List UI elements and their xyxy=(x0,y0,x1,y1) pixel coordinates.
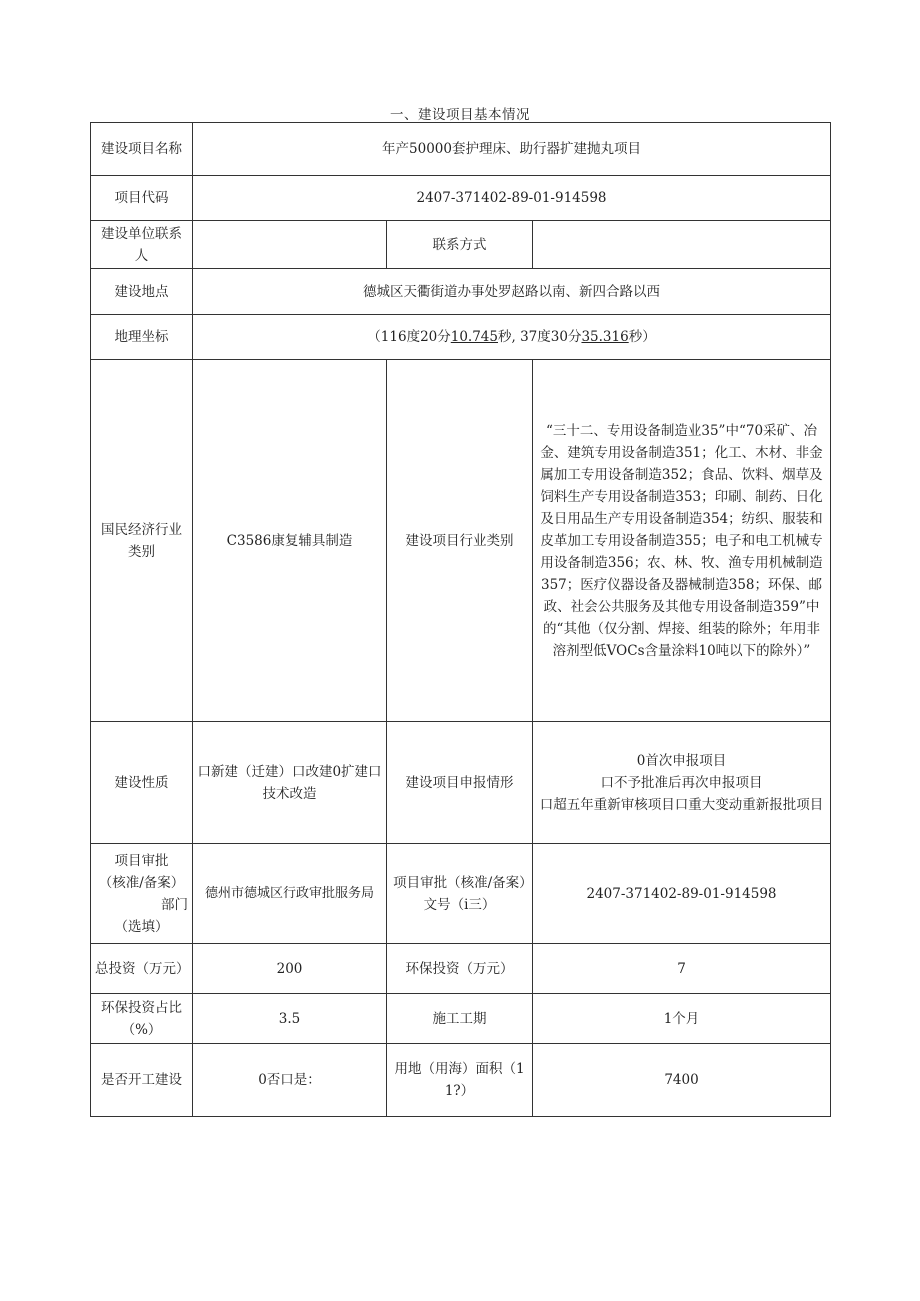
total-investment-label: 总投资（万元） xyxy=(91,944,193,994)
longitude-seconds: 10.745 xyxy=(450,329,498,345)
total-investment-value: 200 xyxy=(193,944,387,994)
env-ratio-label: 环保投资占比（%） xyxy=(91,994,193,1044)
row-coords xyxy=(91,315,831,360)
project-code-label: 项目代码 xyxy=(91,176,193,221)
approval-doc-label: 项目审批（核准/备案）文号（i三） xyxy=(387,844,533,944)
env-investment-value: 7 xyxy=(533,944,831,994)
approval-dept-label xyxy=(91,844,193,944)
construction-period-label: 施工工期 xyxy=(387,994,533,1044)
row-nature xyxy=(91,722,831,844)
started-label: 是否开工建设 xyxy=(91,1044,193,1117)
approval-doc-value: 2407-371402-89-01-914598 xyxy=(533,844,831,944)
row-contact xyxy=(91,221,831,269)
contact-method-value xyxy=(533,221,831,269)
row-started xyxy=(91,1044,831,1117)
contact-method-label: 联系方式 xyxy=(387,221,533,269)
approval-label-line-2: （核准/备案） xyxy=(98,874,185,891)
row-industry xyxy=(91,360,831,722)
row-approval xyxy=(91,844,831,944)
report-situation-value xyxy=(533,722,831,844)
land-area-label: 用地（用海）面积（11?） xyxy=(387,1044,533,1117)
report-option-resubmit: 口不予批准后再次申报项目 xyxy=(600,774,763,791)
nature-label: 建设性质 xyxy=(91,722,193,844)
construction-period-value: 1个月 xyxy=(533,994,831,1044)
report-option-review: 口超五年重新审核项目口重大变动重新报批项目 xyxy=(539,796,824,813)
approval-label-line-3: 部门 xyxy=(161,896,188,913)
contact-person-label: 建设单位联系人 xyxy=(91,221,193,269)
latitude-seconds: 35.316 xyxy=(581,329,629,345)
industry-value: C3586康复辅具制造 xyxy=(193,360,387,722)
approval-label-line-1: 项目审批 xyxy=(114,852,169,869)
row-project-name xyxy=(91,123,831,176)
row-project-code xyxy=(91,176,831,221)
report-option-first: 0首次申报项目 xyxy=(636,752,727,769)
industry-type-value: “三十二、专用设备制造业35”中“70采矿、冶金、建筑专用设备制造351；化工、木材、非金属加工专用设备制造352；食品、饮料、烟草及饲料生产专用设备制造353；印刷、制药、日化及日用品生产专用设备制造354；纺织、服装和皮革加工专用设备制造355；电子和电工机械专用设备制造356；农、林、牧、渔专用机械制造357；医疗仪器设备及器械制造358；环保、邮政、社会公共服务及其他专用设备制造359”中的“其他（仅分割、焊接、组装的除外；年用非溶剂型低VOCs含量涂料10吨以下的除外）” xyxy=(533,360,831,722)
project-code-value: 2407-371402-89-01-914598 xyxy=(193,176,831,221)
coords-mid: 秒, 37度30分 xyxy=(498,329,582,345)
coords-open: （116度20分 xyxy=(367,329,451,345)
location-label: 建设地点 xyxy=(91,269,193,315)
row-investment xyxy=(91,944,831,994)
nature-value: 口新建（迁建）口改建0扩建口技术改造 xyxy=(193,722,387,844)
approval-label-line-4: （选填） xyxy=(114,918,169,935)
industry-label: 国民经济行业类别 xyxy=(91,360,193,722)
report-situation-label: 建设项目申报情形 xyxy=(387,722,533,844)
coords-value xyxy=(193,315,831,360)
row-location xyxy=(91,269,831,315)
env-investment-label: 环保投资（万元） xyxy=(387,944,533,994)
approval-dept-value: 德州市德城区行政审批服务局 xyxy=(193,844,387,944)
project-name-value: 年产50000套护理床、助行器扩建抛丸项目 xyxy=(193,123,831,176)
project-info-table xyxy=(90,122,831,1117)
project-name-label: 建设项目名称 xyxy=(91,123,193,176)
row-ratio xyxy=(91,994,831,1044)
env-ratio-value: 3.5 xyxy=(193,994,387,1044)
coords-label: 地理坐标 xyxy=(91,315,193,360)
land-area-value: 7400 xyxy=(533,1044,831,1117)
coords-close: 秒） xyxy=(628,329,656,345)
industry-type-label: 建设项目行业类别 xyxy=(387,360,533,722)
page-title: 一、建设项目基本情况 xyxy=(390,107,530,123)
contact-person-value xyxy=(193,221,387,269)
location-value: 德城区天衢街道办事处罗赵路以南、新四合路以西 xyxy=(193,269,831,315)
started-value: 0否口是： xyxy=(193,1044,387,1117)
